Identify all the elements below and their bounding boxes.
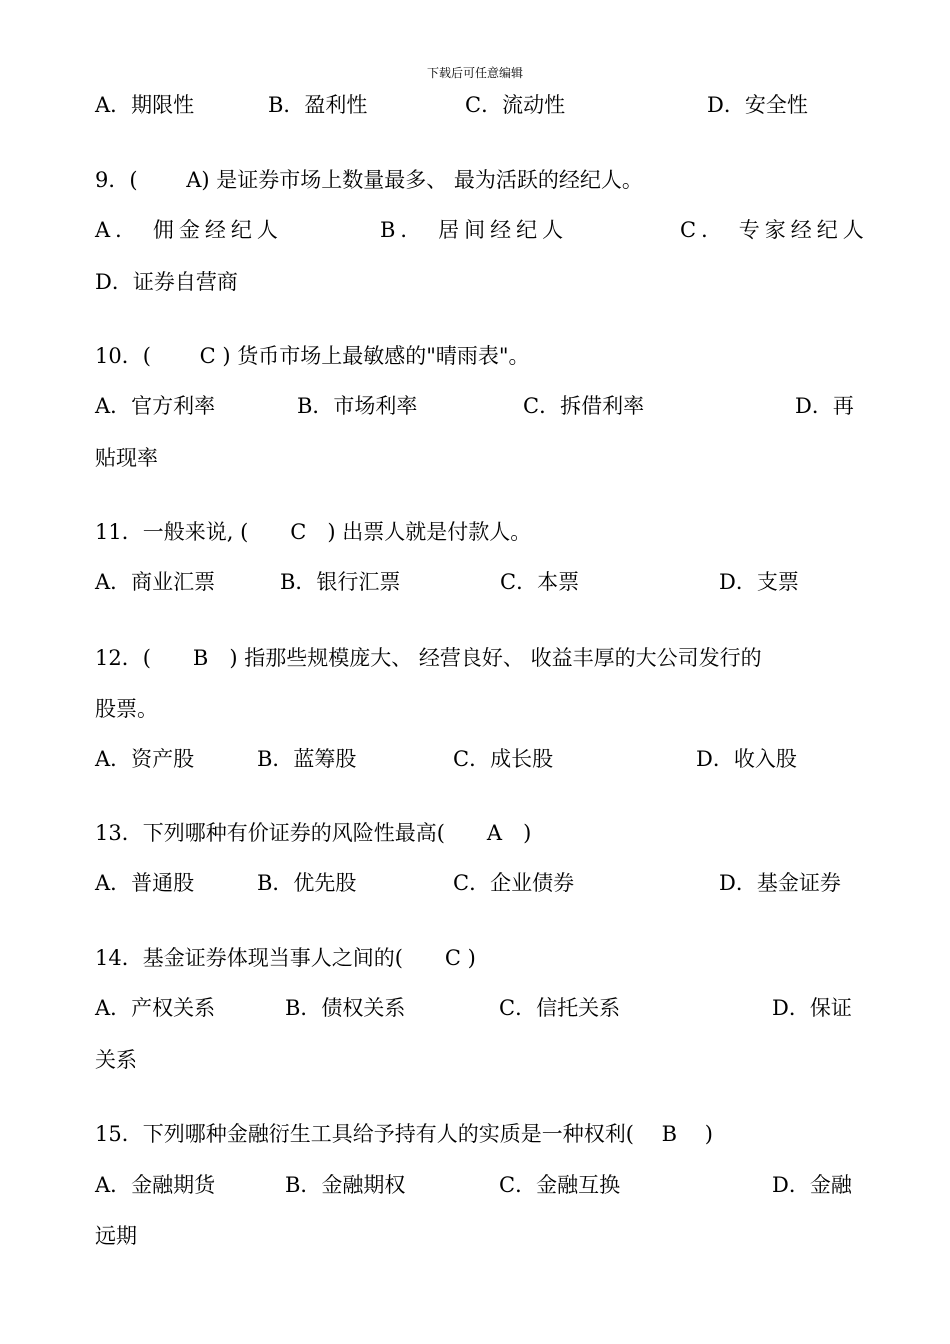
option-c: C．本票 <box>500 570 580 594</box>
option-c: C．企业债券 <box>453 871 575 895</box>
option-b: B．盈利性 <box>268 93 368 117</box>
option-d-continued-q14: 关系 <box>95 1048 137 1072</box>
option-d: D．支票 <box>719 570 799 594</box>
question-13-stem: 13．下列哪种有价证券的风险性最高( A ) <box>95 821 532 845</box>
option-c: C．成长股 <box>453 747 554 771</box>
option-d: D．金融 <box>772 1173 852 1197</box>
option-b: B．金融期权 <box>285 1173 406 1197</box>
option-d: D．基金证券 <box>719 871 841 895</box>
option-a: A．金融期货 <box>95 1173 216 1197</box>
option-d-q9: D．证券自营商 <box>95 270 238 294</box>
option-d-continued-q10: 贴现率 <box>95 446 158 470</box>
question-9-stem: 9．( A) 是证券市场上数量最多、 最为活跃的经纪人。 <box>95 168 643 192</box>
question-11-stem: 11．一般来说, ( C ) 出票人就是付款人。 <box>95 520 532 544</box>
option-a: A．官方利率 <box>95 394 216 418</box>
question-12-stem-continued: 股票。 <box>95 697 158 721</box>
option-c: C．流动性 <box>465 93 566 117</box>
option-a: A．期限性 <box>95 93 195 117</box>
option-d: D．再 <box>795 394 854 418</box>
option-c: C．拆借利率 <box>523 394 645 418</box>
question-14-stem: 14．基金证券体现当事人之间的( C ) <box>95 946 476 970</box>
option-a: A．产权关系 <box>95 996 216 1020</box>
question-12-stem: 12．( B ) 指那些规模庞大、 经营良好、 收益丰厚的大公司发行的 <box>95 646 762 670</box>
option-b: B．市场利率 <box>297 394 418 418</box>
option-b: B． 居间经纪人 <box>380 218 569 242</box>
question-10-stem: 10．( C ) 货币市场上最敏感的"晴雨表"。 <box>95 344 530 368</box>
option-d-continued-q15: 远期 <box>95 1224 137 1248</box>
option-b: B．债权关系 <box>285 996 406 1020</box>
option-a: A．商业汇票 <box>95 570 216 594</box>
option-d: D．收入股 <box>696 747 797 771</box>
option-c: C．信托关系 <box>499 996 621 1020</box>
option-b: B．优先股 <box>257 871 357 895</box>
option-a: A． 佣金经纪人 <box>95 218 283 242</box>
option-d: D．安全性 <box>707 93 808 117</box>
option-d: D．保证 <box>772 996 852 1020</box>
page-header-note: 下载后可任意编辑 <box>426 66 523 80</box>
option-b: B．蓝筹股 <box>257 747 357 771</box>
option-b: B．银行汇票 <box>280 570 401 594</box>
option-a: A．资产股 <box>95 747 195 771</box>
option-a: A．普通股 <box>95 871 195 895</box>
question-15-stem: 15．下列哪种金融衍生工具给予持有人的实质是一种权利( B ) <box>95 1122 713 1146</box>
option-c: C．金融互换 <box>499 1173 621 1197</box>
option-c: C． 专家经纪人 <box>680 218 869 242</box>
